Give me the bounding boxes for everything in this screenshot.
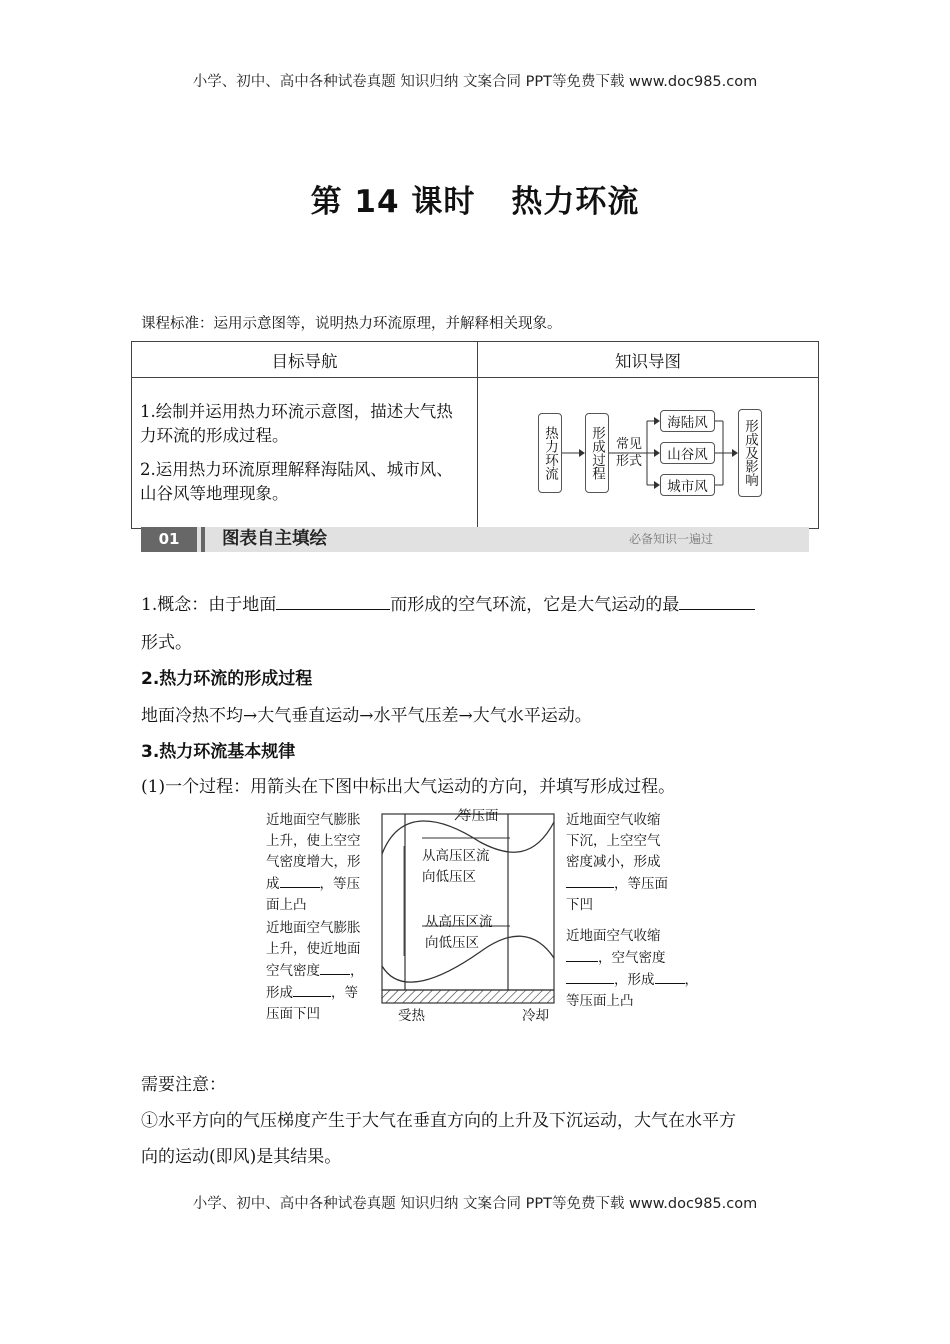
mindmap bbox=[479, 379, 817, 527]
left-bottom-text bbox=[266, 918, 364, 1025]
mindmap-urban-breeze: 城市风 bbox=[660, 474, 715, 496]
blank-field[interactable] bbox=[679, 592, 755, 610]
blank-field[interactable] bbox=[280, 873, 320, 888]
mindmap-result: 形成及影响 bbox=[738, 409, 762, 497]
blank-field[interactable] bbox=[276, 592, 390, 610]
blank-field[interactable] bbox=[293, 982, 331, 997]
text-line: 近地面空气膨胀 bbox=[266, 812, 361, 828]
blank-field[interactable] bbox=[566, 969, 614, 984]
mindmap-process: 形成过程 bbox=[585, 413, 609, 493]
mindmap-common-forms: 常见形式 bbox=[615, 437, 642, 469]
text-line bbox=[566, 873, 668, 895]
text-line bbox=[266, 960, 364, 982]
text-line: 近地面空气收缩 bbox=[566, 812, 661, 828]
text-part: ， bbox=[684, 972, 698, 988]
mindmap-valley-breeze: 山谷风 bbox=[660, 442, 715, 464]
diagram-frame bbox=[382, 814, 554, 990]
left-top-text bbox=[266, 810, 361, 916]
section-banner bbox=[141, 527, 809, 552]
text-line: 压面下凹 bbox=[266, 1006, 320, 1022]
concept-middle: 而形成的空气环流，它是大气运动的最 bbox=[390, 595, 680, 615]
lower-flow-label bbox=[425, 912, 493, 954]
concept-prefix: 1.概念：由于地面 bbox=[141, 595, 277, 615]
upper-flow-line: 向低压区 bbox=[422, 869, 476, 885]
title-lesson: 第 14 课时 bbox=[310, 184, 476, 220]
page-footer: 小学、初中、高中各种试卷真题 知识归纳 文案合同 PPT等免费下载 www.doc985.com bbox=[192, 1196, 758, 1212]
cooled-label: 冷却 bbox=[522, 1008, 549, 1024]
text-part: ，空气密度 bbox=[598, 950, 666, 966]
isobar-label: 等压面 bbox=[458, 808, 499, 824]
goal-item: 2.运用热力环流原理解释海陆风、城市风、山谷风等地理现象。 bbox=[140, 460, 453, 503]
note-heading: 需要注意： bbox=[141, 1075, 226, 1095]
page-header: 小学、初中、高中各种试卷真题 知识归纳 文案合同 PPT等免费下载 www.doc985.com bbox=[192, 74, 758, 90]
section3-heading: 3.热力环流基本规律 bbox=[141, 742, 296, 762]
right-top-text bbox=[566, 810, 668, 916]
goal-header: 目标导航 bbox=[132, 342, 478, 378]
text-line: 上升，使近地面 bbox=[266, 941, 361, 957]
page-title bbox=[0, 176, 950, 221]
section2-body: 地面冷热不均→大气垂直运动→水平气压差→大气水平运动。 bbox=[141, 706, 592, 726]
lower-flow-line: 从高压区流 bbox=[425, 914, 493, 930]
goal-item: 1.绘制并运用热力环流示意图，描述大气热力环流的形成过程。 bbox=[140, 402, 453, 445]
section2-heading: 2.热力环流的形成过程 bbox=[141, 669, 313, 689]
text-line: 近地面空气收缩 bbox=[566, 928, 661, 944]
text-line: 密度减小，形成 bbox=[566, 854, 661, 870]
text-part: 空气密度 bbox=[266, 963, 320, 979]
note-line: ①水平方向的气压梯度产生于大气在垂直方向的上升及下沉运动，大气在水平方 bbox=[141, 1111, 736, 1131]
banner-number: 01 bbox=[141, 527, 197, 552]
text-line: 面上凸 bbox=[266, 897, 307, 913]
text-part: 成 bbox=[266, 876, 280, 892]
text-line: 下沉，上空空气 bbox=[566, 833, 661, 849]
blank-field[interactable] bbox=[566, 873, 614, 888]
text-line bbox=[266, 873, 361, 895]
course-standard: 课程标准：运用示意图等，说明热力环流原理，并解释相关现象。 bbox=[141, 316, 562, 332]
upper-flow-label bbox=[422, 846, 490, 888]
title-topic: 热力环流 bbox=[511, 184, 640, 220]
mindmap-cell bbox=[478, 378, 819, 529]
banner-title: 图表自主填绘 bbox=[222, 529, 327, 549]
text-line bbox=[566, 947, 698, 969]
blank-field[interactable] bbox=[566, 947, 598, 962]
text-part: ，形成 bbox=[614, 972, 655, 988]
text-line: 下凹 bbox=[566, 897, 593, 913]
note-line: 向的运动(即风)是其结果。 bbox=[141, 1147, 342, 1167]
mindmap-sea-land-breeze: 海陆风 bbox=[660, 410, 715, 432]
text-line: 近地面空气膨胀 bbox=[266, 920, 361, 936]
mindmap-root: 热力环流 bbox=[538, 413, 562, 493]
banner-subtitle: 必备知识一遍过 bbox=[628, 532, 713, 546]
goal-table bbox=[131, 341, 819, 529]
heated-label: 受热 bbox=[398, 1008, 425, 1024]
lower-flow-line: 向低压区 bbox=[425, 935, 479, 951]
goal-list bbox=[132, 378, 478, 529]
ground-surface bbox=[382, 990, 554, 1003]
map-header: 知识导图 bbox=[478, 342, 819, 378]
text-part: ，等压 bbox=[319, 876, 360, 892]
text-line: 等压面上凸 bbox=[566, 993, 634, 1009]
section3-task: (1)一个过程：用箭头在下图中标出大气运动的方向，并填写形成过程。 bbox=[141, 777, 676, 797]
text-line: 气密度增大，形 bbox=[266, 854, 361, 870]
upper-flow-line: 从高压区流 bbox=[422, 848, 490, 864]
text-line bbox=[566, 969, 698, 991]
text-line bbox=[266, 982, 364, 1004]
concept-line bbox=[141, 590, 755, 615]
text-line: 上升，使上空空 bbox=[266, 833, 361, 849]
text-part: ，等压面 bbox=[614, 876, 668, 892]
text-part: ， bbox=[350, 963, 364, 979]
mindmap-connectors bbox=[479, 379, 817, 527]
text-part: 形成 bbox=[266, 985, 293, 1001]
right-bottom-text bbox=[566, 926, 698, 1012]
text-part: ，等 bbox=[331, 985, 358, 1001]
concept-line2: 形式。 bbox=[141, 633, 192, 653]
banner-divider bbox=[201, 527, 205, 552]
blank-field[interactable] bbox=[655, 969, 685, 984]
blank-field[interactable] bbox=[320, 960, 350, 975]
